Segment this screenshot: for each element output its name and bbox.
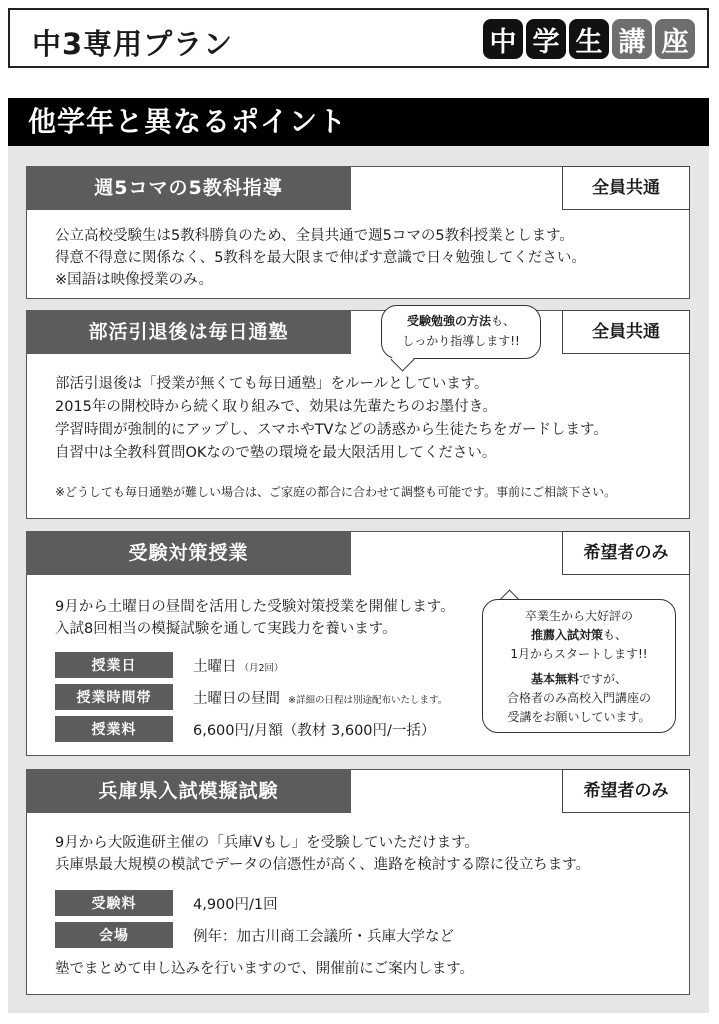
logo-char: 生 xyxy=(569,19,609,59)
logo-char: 学 xyxy=(526,19,566,59)
body-line: 9月から大阪進研主催の「兵庫Vもし」を受験していただけます。 xyxy=(55,835,479,851)
info-row xyxy=(55,684,447,710)
body-line: 9月から土曜日の昼間を活用した受験対策授業を開催します。 xyxy=(55,599,455,615)
body-line: 公立高校受験生は5教科勝負のため、全員共通で週5コマの5教科授業とします。 xyxy=(55,228,574,244)
info-row xyxy=(55,890,278,916)
logo-char: 講 xyxy=(612,19,652,59)
body-line: 自習中は全教科質問OKなので塾の環境を最大限活用してください。 xyxy=(55,445,497,461)
footer-line: 塾でまとめて申し込みを行いますので、開催前にご案内します。 xyxy=(55,961,475,977)
section-five-subjects xyxy=(26,166,690,299)
bubble-text: 1月からスタートします!! xyxy=(510,647,648,661)
body-line: 入試8回相当の模擬試験を通して実践力を養います。 xyxy=(55,621,397,637)
bubble-text: も、 xyxy=(603,628,628,642)
row-value: 例年：加古川商工会議所・兵庫大学など xyxy=(193,928,454,945)
bubble-text: 合格者のみ高校入門講座の xyxy=(506,691,651,705)
section-tag: 全員共通 xyxy=(562,166,690,210)
info-row xyxy=(55,922,454,948)
course-logo xyxy=(483,19,695,59)
section-banner: 他学年と異なるポイント xyxy=(8,98,709,146)
bubble-text: 受講をお願いしています。 xyxy=(507,710,651,724)
bubble-emphasis: 受験勉強の方法 xyxy=(406,314,491,328)
section-mock-exam xyxy=(26,769,690,995)
bubble-text: 卒業生から大好評の xyxy=(524,609,633,623)
section-title: 週5コマの5教科指導 xyxy=(26,166,351,210)
section-tag: 全員共通 xyxy=(562,310,690,354)
section-tag: 希望者のみ xyxy=(562,769,690,813)
info-row xyxy=(55,652,284,678)
plan-title: 中3専用プラン xyxy=(32,27,234,61)
row-value: 土曜日の昼間 ※詳細の日程は別途配布いたします。 xyxy=(193,690,448,707)
section-title: 受験対策授業 xyxy=(26,531,351,575)
section-tag: 希望者のみ xyxy=(562,531,690,575)
row-label: 受験料 xyxy=(55,890,173,916)
section-title: 兵庫県入試模擬試験 xyxy=(26,769,351,813)
bubble-emphasis: 基本無料 xyxy=(530,672,579,686)
section-daily-attendance xyxy=(26,310,690,519)
row-label: 会場 xyxy=(55,922,173,948)
body-line: 2015年の開校時から続く取り組みで、効果は先輩たちのお墨付き。 xyxy=(55,399,498,415)
bubble-text: しっかり指導します!! xyxy=(402,334,520,348)
body-line: 学習時間が強制的にアップし、スマホやTVなどの誘惑から生徒たちをガードします。 xyxy=(55,422,608,438)
logo-char: 中 xyxy=(483,19,523,59)
body-line: 兵庫県最大規模の模試でデータの信憑性が高く、進路を検討する際に役立ちます。 xyxy=(55,857,591,873)
section-title: 部活引退後は毎日通塾 xyxy=(26,310,351,354)
body-line: ※国語は映像授業のみ。 xyxy=(55,272,214,288)
row-label: 授業時間帯 xyxy=(55,684,173,710)
row-label: 授業日 xyxy=(55,652,173,678)
info-row xyxy=(55,716,435,742)
row-label: 授業料 xyxy=(55,716,173,742)
bubble-text: も、 xyxy=(491,314,516,328)
notice-text: ※どうしても毎日通塾が難しい場合は、ご家庭の都合に合わせて調整も可能です。事前にご相談下さい。 xyxy=(55,485,617,499)
body-line: 得意不得意に関係なく、5教科を最大限まで伸ばす意識で日々勉強してください。 xyxy=(55,250,586,266)
row-value: 6,600円/月額（教材 3,600円/一括） xyxy=(193,722,436,739)
header-box xyxy=(8,8,709,68)
row-value: 土曜日 （月2回） xyxy=(193,658,284,675)
bubble-emphasis: 推薦入試対策 xyxy=(530,628,603,642)
body-line: 部活引退後は「授業が無くても毎日通塾」をルールとしています。 xyxy=(55,376,489,392)
row-value: 4,900円/1回 xyxy=(193,896,278,913)
bubble-text: ですが、 xyxy=(579,672,628,686)
logo-char: 座 xyxy=(655,19,695,59)
speech-bubble xyxy=(482,599,676,733)
